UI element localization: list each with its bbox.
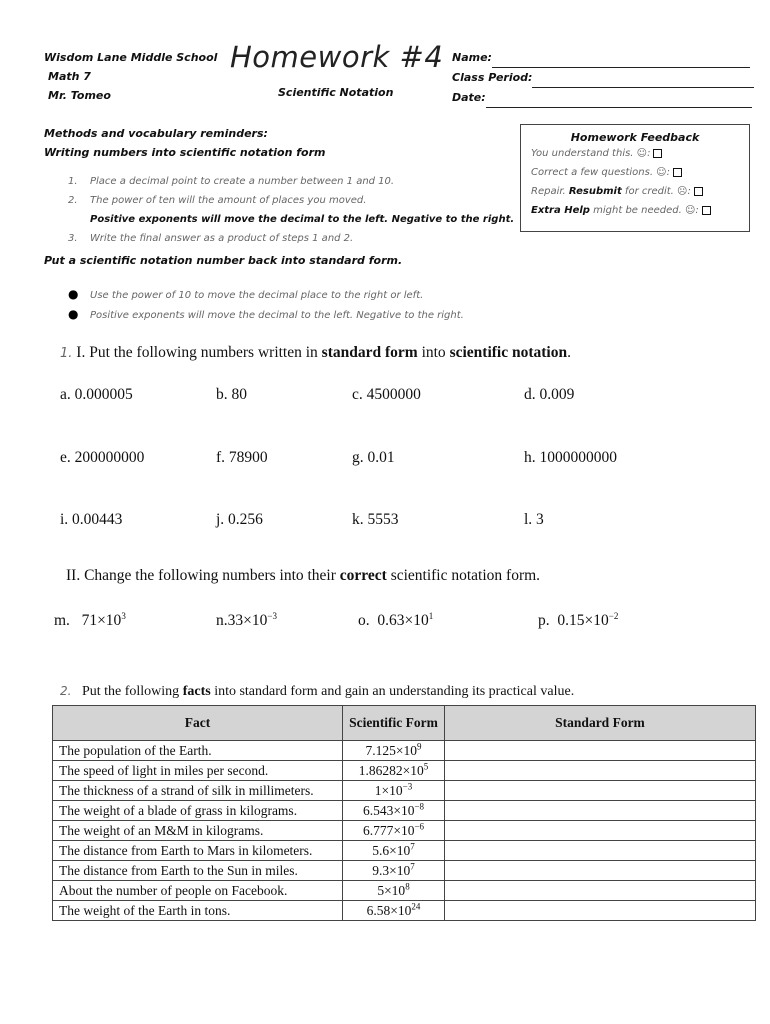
scientific-cell: $7.125\times 10^9$ [343, 741, 445, 761]
feedback-title: Homework Feedback [570, 131, 700, 144]
standard-form-answer-cell[interactable] [445, 821, 756, 841]
feedback-row: Repair. Resubmit for credit. ☹: [531, 182, 749, 201]
fact-cell: The speed of light in miles per second. [53, 761, 343, 781]
list-item: ● Positive exponents will move the decimal to the left. Negative to the right. [68, 307, 464, 321]
table-row [53, 781, 756, 801]
problem: c. 4500000 [352, 386, 421, 403]
feedback-row: Correct a few questions. ☺: [531, 163, 749, 182]
part2-question: II. Change the following numbers into their correct scientific notation form. [66, 567, 541, 584]
standard-form-heading: Put a scientific notation number back into standard form. [44, 254, 403, 267]
fact-cell: The weight of a blade of grass in kilograms. [53, 801, 343, 821]
problem: e. 200000000 [60, 449, 145, 466]
standard-form-answer-cell[interactable] [445, 741, 756, 761]
class-period-field[interactable] [532, 87, 754, 88]
list-item: 2. The power of ten will the amount of places you moved. [68, 195, 367, 206]
column-header-scientific: Scientific Form [343, 706, 445, 741]
methods-heading: Methods and vocabulary reminders: Writing numbers into scientific notation form [44, 127, 326, 159]
page-title: Homework #4 [230, 40, 444, 74]
scientific-cell: $6.543\times 10^{-8}$ [343, 801, 445, 821]
steps-list [68, 172, 514, 248]
problem: p. $0.15\times 10^{-2}$ [538, 610, 619, 629]
scientific-cell: $6.777\times 10^{-6}$ [343, 821, 445, 841]
checkbox[interactable] [702, 206, 711, 215]
list-item: Positive exponents will move the decimal to the left. Negative to the right. [90, 214, 515, 225]
problem: g. 0.01 [352, 449, 395, 466]
scientific-cell: $1.86282\times 10^5$ [343, 761, 445, 781]
table-row [53, 761, 756, 781]
problem: i. 0.00443 [60, 511, 123, 528]
facts-table [52, 705, 756, 921]
feedback-row: You understand this. ☺: [531, 144, 749, 163]
problem: l. 3 [524, 511, 544, 528]
checkbox[interactable] [694, 187, 703, 196]
standard-form-answer-cell[interactable] [445, 881, 756, 901]
standard-form-answer-cell[interactable] [445, 901, 756, 921]
fact-cell: The weight of an M&M in kilograms. [53, 821, 343, 841]
fact-cell: The thickness of a strand of silk in millimeters. [53, 781, 343, 801]
list-item: ● Use the power of 10 to move the decimal place to the right or left. [68, 287, 424, 301]
table-row [53, 901, 756, 921]
date-field[interactable] [486, 107, 752, 108]
scientific-cell: $1\times 10^{-3}$ [343, 781, 445, 801]
standard-form-answer-cell[interactable] [445, 861, 756, 881]
teacher: Mr. Tomeo [48, 89, 111, 102]
table-row [53, 841, 756, 861]
scientific-cell: $5.6\times 10^7$ [343, 841, 445, 861]
standard-form-answer-cell[interactable] [445, 761, 756, 781]
date-label: Date: [452, 91, 486, 104]
problem: k. 5553 [352, 511, 399, 528]
problem: j. 0.256 [216, 511, 263, 528]
subject: Math 7 [48, 70, 91, 83]
problem: h. 1000000000 [524, 449, 617, 466]
fact-cell: About the number of people on Facebook. [53, 881, 343, 901]
table-row [53, 821, 756, 841]
problem: m. $71\times 10^3$ [54, 610, 126, 629]
standard-form-answer-cell[interactable] [445, 841, 756, 861]
standard-form-answer-cell[interactable] [445, 801, 756, 821]
facts-question: 2. Put the following facts into standard form and gain an understanding its practical value. [60, 684, 575, 699]
name-label: Name: [452, 51, 492, 64]
fact-cell: The weight of the Earth in tons. [53, 901, 343, 921]
scientific-cell: $6.58\times 10^{24}$ [343, 901, 445, 921]
part1-question: 1. I. Put the following numbers written in standard form into scientific notation. [60, 344, 571, 361]
problem: b. 80 [216, 386, 247, 403]
column-header-standard: Standard Form [445, 706, 756, 741]
class-label: Class Period: [452, 71, 533, 84]
fact-cell: The distance from Earth to Mars in kilometers. [53, 841, 343, 861]
table-row [53, 881, 756, 901]
table-row [53, 861, 756, 881]
bullet-list [68, 285, 464, 325]
feedback-box [520, 124, 750, 232]
problem: f. 78900 [216, 449, 268, 466]
fact-cell: The distance from Earth to the Sun in miles. [53, 861, 343, 881]
student-fields [452, 48, 754, 108]
problem: $n.33\times 10^{-3}$ [216, 610, 277, 629]
problem: a. 0.000005 [60, 386, 133, 403]
list-item: 3. Write the final answer as a product of steps 1 and 2. [68, 233, 354, 244]
column-header-fact: Fact [53, 706, 343, 741]
table-row [53, 741, 756, 761]
problem: o. $0.63\times 10^1$ [358, 610, 434, 629]
scientific-cell: $5\times 10^8$ [343, 881, 445, 901]
checkbox[interactable] [653, 149, 662, 158]
scientific-cell: $9.3\times 10^7$ [343, 861, 445, 881]
school-name: Wisdom Lane Middle School [44, 51, 218, 64]
fact-cell: The population of the Earth. [53, 741, 343, 761]
standard-form-answer-cell[interactable] [445, 781, 756, 801]
problem: d. 0.009 [524, 386, 575, 403]
list-item: 1. Place a decimal point to create a number between 1 and 10. [68, 176, 395, 187]
table-row [53, 801, 756, 821]
feedback-row: Extra Help might be needed. ☺: [531, 201, 749, 220]
checkbox[interactable] [673, 168, 682, 177]
topic: Scientific Notation [278, 86, 394, 99]
header-info [44, 48, 217, 105]
